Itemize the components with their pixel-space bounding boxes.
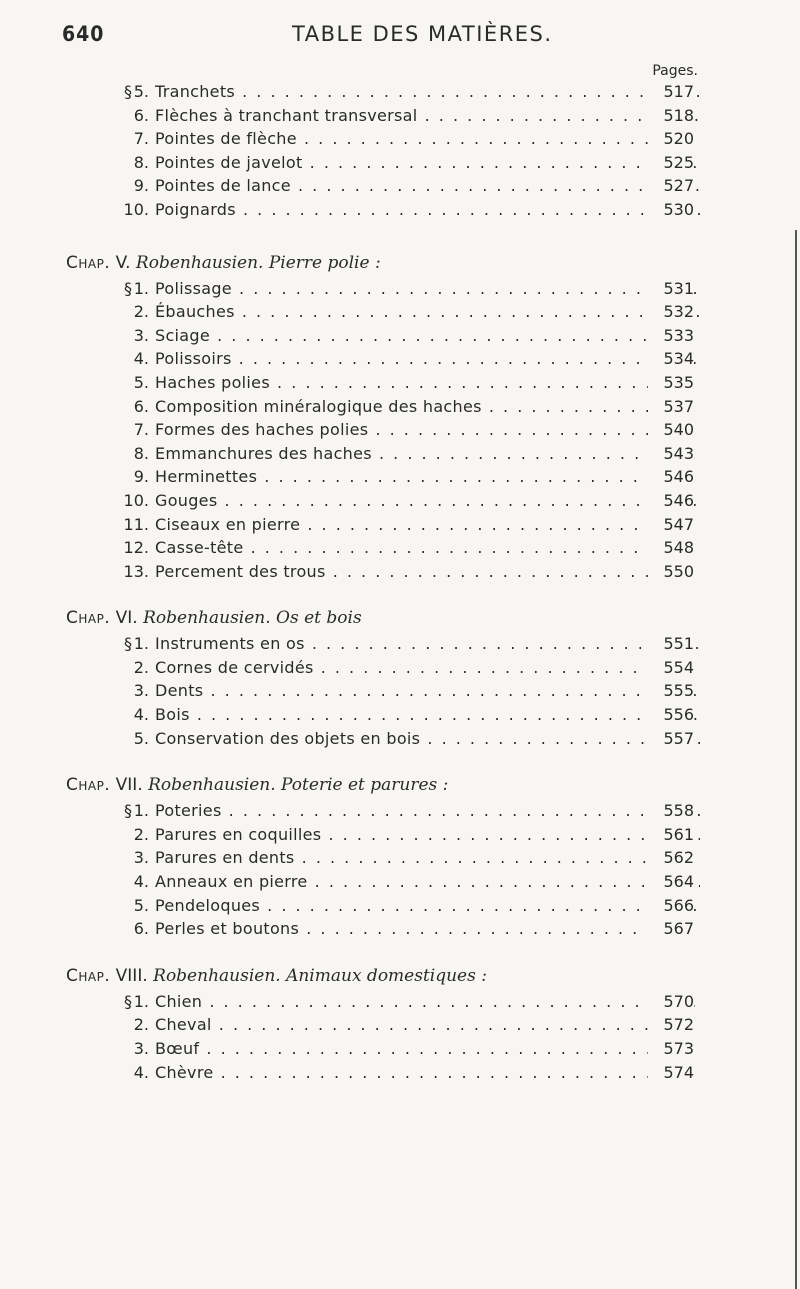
chapter-word: Chap. <box>66 608 111 629</box>
toc-entry <box>0 347 800 371</box>
toc-entry <box>0 174 800 198</box>
entry-page-number: 520 <box>648 127 694 151</box>
entry-label: Casse-tête . . . <box>155 536 700 560</box>
section-sign: § <box>124 801 132 821</box>
toc-entry <box>0 846 800 870</box>
toc-chapter <box>0 605 800 750</box>
entry-label: Perles et boutons . . . <box>155 917 700 941</box>
entry-number: 8. <box>133 152 149 172</box>
toc-entry <box>0 990 800 1014</box>
entry-page-number: 546 <box>648 489 694 513</box>
entry-number: 2. <box>133 657 149 677</box>
entry-label: Poteries . . . <box>155 799 700 823</box>
toc-chapter <box>0 80 800 222</box>
entry-number: 3. <box>133 681 149 701</box>
entry-label: Cheval . . . <box>155 1013 700 1037</box>
toc-entry <box>0 465 800 489</box>
entry-number: 2. <box>133 1015 149 1035</box>
entry-label: Polissage . . . <box>155 277 700 301</box>
entry-number: 1. <box>133 991 149 1011</box>
toc-entry <box>0 679 800 703</box>
entry-number: 4. <box>133 872 149 892</box>
entry-page-number: 573 <box>648 1037 694 1061</box>
entry-number: 7. <box>133 129 149 149</box>
entry-number: 7. <box>133 420 149 440</box>
chapter-roman-numeral: VII. <box>115 775 143 796</box>
entry-number: 3. <box>133 1039 149 1058</box>
toc-entry <box>0 1013 800 1037</box>
entry-number: 4. <box>133 349 149 369</box>
entry-page-number: 532 <box>648 300 694 324</box>
toc-entry <box>0 632 800 656</box>
entry-number: 13. <box>123 561 149 581</box>
section-sign: § <box>124 278 132 298</box>
entry-number: 6. <box>133 919 149 939</box>
chapter-roman-numeral: VI. <box>115 608 138 629</box>
entry-label: Polissoirs . . . <box>155 347 700 371</box>
chapter-title: Robenhausien. Os et bois <box>143 608 362 629</box>
entry-page-number: 550 <box>648 560 694 584</box>
toc-entry <box>0 727 800 751</box>
entry-number: 2. <box>133 824 149 844</box>
entry-number: 1. <box>133 278 149 298</box>
toc-entry <box>0 80 800 104</box>
toc-chapter <box>0 963 800 1084</box>
entry-page-number: 557 <box>648 727 694 751</box>
entry-page-number: 567 <box>648 917 694 941</box>
toc-entry <box>0 513 800 537</box>
entry-label: Ébauches . . . <box>155 300 700 324</box>
entry-number: 10. <box>123 199 149 219</box>
page-header <box>0 22 800 52</box>
chapter-heading <box>66 963 800 990</box>
toc-chapter <box>0 772 800 941</box>
toc-entry <box>0 917 800 941</box>
chapter-title: Robenhausien. Animaux domestiques : <box>153 965 487 986</box>
section-sign: § <box>124 634 132 654</box>
entry-number: 3. <box>133 848 149 868</box>
chapter-heading <box>66 250 800 277</box>
toc-entry <box>0 127 800 151</box>
toc-entry <box>0 823 800 847</box>
entry-page-number: 535 <box>648 371 694 395</box>
entry-label: Pointes de javelot . . . <box>155 151 700 175</box>
entry-label: Conservation des objets en bois . . . <box>155 727 700 751</box>
entry-label: Parures en dents . . . <box>155 846 700 870</box>
toc-entry <box>0 277 800 301</box>
entry-label: Chèvre . . . <box>155 1061 700 1085</box>
entry-number: 9. <box>133 467 149 487</box>
toc-entry <box>0 300 800 324</box>
entry-label: Composition minéralogique des haches . . . <box>155 395 700 419</box>
chapter-heading <box>66 605 800 632</box>
running-title: TABLE DES MATIÈRES. <box>292 22 553 46</box>
entry-number: 12. <box>123 538 149 558</box>
entry-page-number: 555 <box>648 679 694 703</box>
page-edge-line <box>795 230 797 1289</box>
entry-number: 8. <box>133 443 149 463</box>
entry-page-number: 564 <box>648 870 694 894</box>
entry-label: Emmanchures des haches . . . <box>155 442 700 466</box>
entry-page-number: 547 <box>648 513 694 537</box>
entry-page-number: 543 <box>648 442 694 466</box>
section-sign: § <box>124 82 132 101</box>
entry-label: Parures en coquilles . . . <box>155 823 700 847</box>
entry-page-number: 531 <box>648 277 694 301</box>
toc-entry <box>0 198 800 222</box>
chapter-word: Chap. <box>66 252 111 273</box>
toc-entry <box>0 1061 800 1085</box>
entry-page-number: 574 <box>648 1061 694 1085</box>
section-sign: § <box>124 991 132 1011</box>
entry-label: Formes des haches polies . . . <box>155 418 700 442</box>
pages-column-label: Pages. <box>652 63 698 79</box>
entry-page-number: 525 <box>648 151 694 175</box>
entry-page-number: 561 <box>648 823 694 847</box>
chapter-word: Chap. <box>66 775 111 796</box>
entry-number: 2. <box>133 302 149 322</box>
entry-label: Herminettes . . . <box>155 465 700 489</box>
entry-label: Bœuf . . . <box>155 1037 700 1061</box>
toc-entry <box>0 560 800 584</box>
toc-entry <box>0 104 800 128</box>
toc-chapter <box>0 250 800 584</box>
entry-page-number: 562 <box>648 846 694 870</box>
toc-entry <box>0 395 800 419</box>
entry-page-number: 537 <box>648 395 694 419</box>
entry-number: 10. <box>123 490 149 510</box>
entry-label: Poignards . . . <box>155 198 700 222</box>
entry-page-number: 527 <box>648 174 694 198</box>
toc-entry <box>0 894 800 918</box>
entry-number: 6. <box>133 396 149 416</box>
entry-number: 5. <box>133 372 149 392</box>
entry-label: Bois . . . <box>155 703 700 727</box>
entry-number: 3. <box>133 325 149 345</box>
toc-entry <box>0 489 800 513</box>
toc-entry <box>0 870 800 894</box>
chapter-word: Chap. <box>66 965 111 986</box>
entry-page-number: 534 <box>648 347 694 371</box>
entry-number: 5. <box>133 895 149 915</box>
toc-entry <box>0 371 800 395</box>
entry-label: Chien . . . <box>155 990 700 1014</box>
chapter-heading <box>66 772 800 799</box>
chapter-roman-numeral: VIII. <box>115 965 148 986</box>
entry-number: 1. <box>133 634 149 654</box>
entry-number: 5. <box>133 82 149 101</box>
entry-label: Sciage . . . <box>155 324 700 348</box>
entry-number: 9. <box>133 176 149 196</box>
entry-page-number: 533 <box>648 324 694 348</box>
toc-entry <box>0 703 800 727</box>
entry-page-number: 570 <box>648 990 694 1014</box>
entry-label: Pointes de lance . . . <box>155 174 700 198</box>
entry-label: Gouges . . . <box>155 489 700 513</box>
entry-label: Dents . . . <box>155 679 700 703</box>
entry-number: 1. <box>133 801 149 821</box>
entry-label: Percement des trous . . . <box>155 560 700 584</box>
toc-entry <box>0 656 800 680</box>
page-number: 640 <box>62 22 105 46</box>
entry-number: 6. <box>133 105 149 125</box>
toc-entry <box>0 324 800 348</box>
entry-page-number: 518 <box>648 104 694 128</box>
entry-page-number: 548 <box>648 536 694 560</box>
entry-label: Pendeloques . . . <box>155 894 700 918</box>
entry-page-number: 540 <box>648 418 694 442</box>
entry-label: Cornes de cervidés . . . <box>155 656 700 680</box>
table-of-contents <box>0 80 800 1106</box>
entry-label: Haches polies . . . <box>155 371 700 395</box>
entry-label: Pointes de flèche . . . <box>155 127 700 151</box>
entry-label: Flèches à tranchant transversal . . . <box>155 104 700 128</box>
entry-page-number: 556 <box>648 703 694 727</box>
toc-entry <box>0 442 800 466</box>
toc-entry <box>0 536 800 560</box>
entry-page-number: 554 <box>648 656 694 680</box>
entry-page-number: 530 <box>648 198 694 222</box>
entry-label: Ciseaux en pierre . . . <box>155 513 700 537</box>
entry-page-number: 551 <box>648 632 694 656</box>
toc-entry <box>0 1037 800 1061</box>
entry-page-number: 546 <box>648 465 694 489</box>
toc-entry <box>0 418 800 442</box>
toc-entry <box>0 799 800 823</box>
chapter-roman-numeral: V. <box>115 252 131 273</box>
entry-page-number: 572 <box>648 1013 694 1037</box>
toc-entry <box>0 151 800 175</box>
entry-page-number: 566 <box>648 894 694 918</box>
entry-number: 5. <box>133 728 149 748</box>
chapter-title: Robenhausien. Poterie et parures : <box>148 775 449 796</box>
entry-number: 4. <box>133 1062 149 1082</box>
entry-number: 4. <box>133 705 149 725</box>
entry-label: Anneaux en pierre . . . <box>155 870 700 894</box>
entry-page-number: 558 <box>648 799 694 823</box>
entry-label: Instruments en os . . . <box>155 632 700 656</box>
entry-number: 11. <box>123 514 149 534</box>
chapter-title: Robenhausien. Pierre polie : <box>135 252 381 273</box>
entry-label: Tranchets . . . <box>155 80 700 104</box>
entry-page-number: 517 <box>648 80 694 104</box>
